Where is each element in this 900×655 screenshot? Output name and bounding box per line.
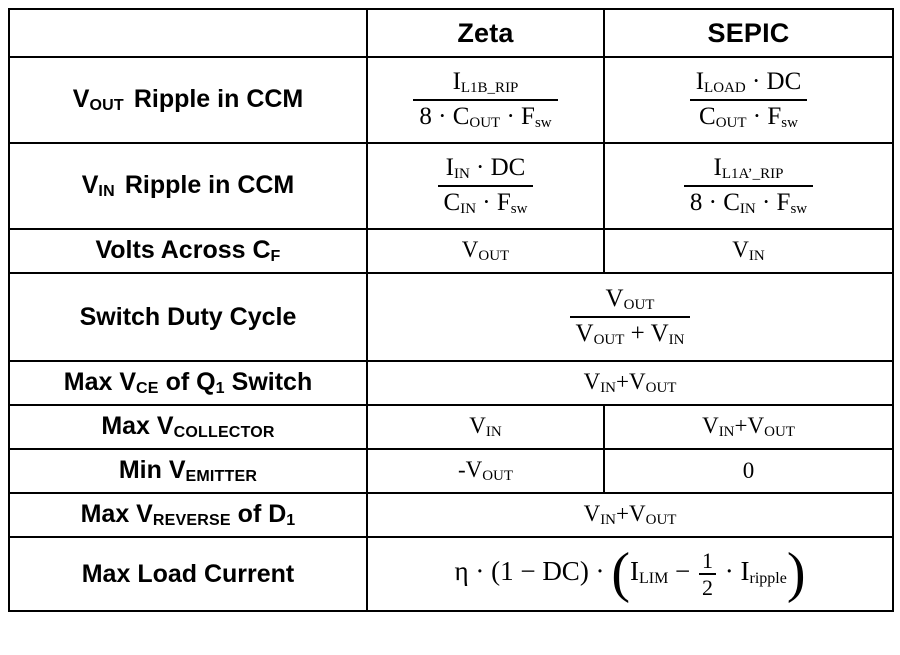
table-row	[9, 143, 893, 229]
cell-max-vcollector-zeta: $V_{IN}$	[367, 405, 604, 449]
table-row	[9, 229, 893, 273]
zeta-sepic-comparison-table	[8, 8, 894, 612]
right-paren: )	[786, 542, 806, 605]
table-row	[9, 273, 893, 361]
fraction-numerator: $I_{L1A’\_RIP}$	[713, 154, 784, 183]
cell-volts-cf-zeta: $V_{OUT}$	[367, 229, 604, 273]
row-label-max-vreverse: Max VREVERSE of D1	[9, 493, 367, 537]
left-paren: (	[611, 542, 630, 605]
cell-max-load-current-value	[367, 537, 893, 611]
table-row	[9, 449, 893, 493]
row-label-switch-duty-cycle: Switch Duty Cycle	[9, 273, 367, 361]
table-header-row	[9, 9, 893, 57]
cell-vin-ripple-sepic	[604, 143, 893, 229]
row-label-max-vcollector: Max VCOLLECTOR	[9, 405, 367, 449]
max-load-current-expression: η · (1 − DC) · (ILIM − $\frac{1}{2}$ · Iripple)	[454, 542, 806, 605]
table-row	[9, 57, 893, 143]
fraction-denominator: $8 \cdot C_{IN} \cdot F_{sw}$	[684, 185, 813, 218]
header-cell-sepic: SEPIC	[604, 9, 893, 57]
cell-max-vreverse-value: $V_{IN}+V_{OUT}$	[367, 493, 893, 537]
row-label-volts-across-cf: Volts Across CF	[9, 229, 367, 273]
table-row	[9, 405, 893, 449]
table-row	[9, 361, 893, 405]
cell-max-vce-value: $V_{IN}+V_{OUT}$	[367, 361, 893, 405]
label-subscript: OUT	[89, 97, 124, 114]
cell-volts-cf-sepic: $V_{IN}$	[604, 229, 893, 273]
fraction-denominator: $V_{OUT} + V_{IN}$	[570, 316, 691, 349]
row-label-vout-ripple	[9, 57, 367, 143]
row-label-vin-ripple: VIN Ripple in CCM	[9, 143, 367, 229]
fraction	[438, 154, 534, 218]
table-row	[9, 537, 893, 611]
cell-vin-ripple-zeta	[367, 143, 604, 229]
cell-switch-duty-cycle	[367, 273, 893, 361]
cell-vout-ripple-sepic	[604, 57, 893, 143]
cell-max-vcollector-sepic: $V_{IN}+V_{OUT}$	[604, 405, 893, 449]
fraction	[570, 285, 691, 349]
fraction-numerator: $I_{L1B\_RIP}$	[452, 68, 519, 97]
label-text: V	[72, 85, 90, 113]
fraction-denominator: $8 \cdot C_{OUT} \cdot F_{sw}$	[413, 99, 557, 132]
fraction-numerator: $I_{IN}$ · DC	[445, 154, 526, 183]
cell-min-vemitter-zeta: $-V_{OUT}$	[367, 449, 604, 493]
cell-vout-ripple-zeta	[367, 57, 604, 143]
fraction-denominator: $C_{OUT} \cdot F_{sw}$	[690, 99, 808, 132]
cell-min-vemitter-sepic: 0	[604, 449, 893, 493]
fraction	[413, 68, 557, 132]
label-rest: Ripple in CCM	[133, 85, 304, 113]
header-cell-blank	[9, 9, 367, 57]
fraction-denominator: $C_{IN} \cdot F_{sw}$	[438, 185, 534, 218]
table-row	[9, 493, 893, 537]
fraction-numerator: $I_{LOAD}$ · DC	[695, 68, 802, 97]
fraction	[690, 68, 808, 132]
row-label-min-vemitter: Min VEMITTER	[9, 449, 367, 493]
fraction-numerator: $V_{OUT}$	[605, 285, 655, 314]
row-label-max-vce: Max VCE of Q1 Switch	[9, 361, 367, 405]
fraction	[684, 154, 813, 218]
header-cell-zeta: Zeta	[367, 9, 604, 57]
fraction: $\frac{1}{2}$	[699, 549, 716, 599]
row-label-max-load-current: Max Load Current	[9, 537, 367, 611]
